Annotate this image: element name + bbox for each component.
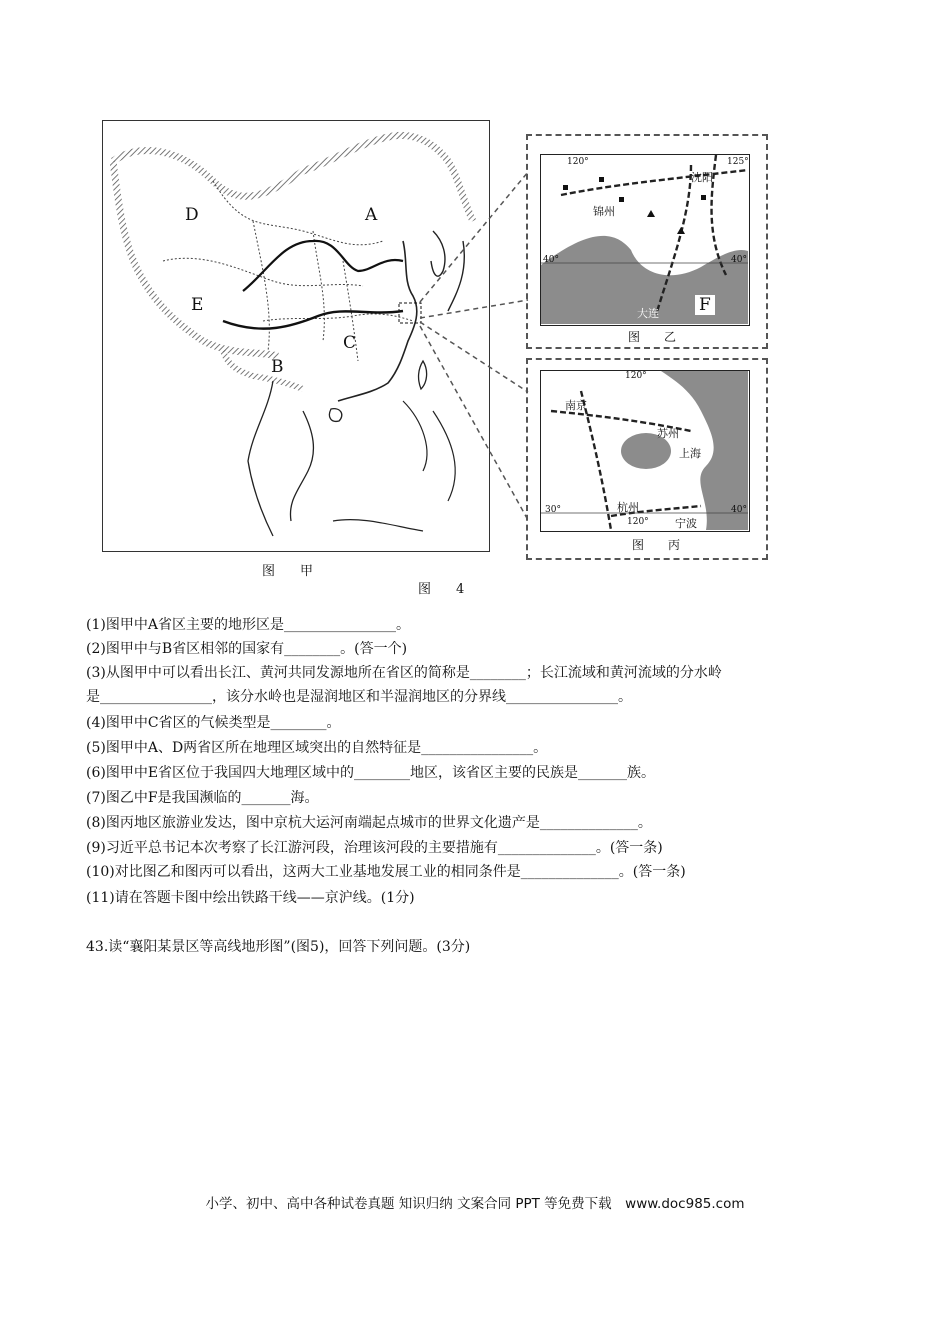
question-8: (8)图丙地区旅游业发达，图中京杭大运河南端起点城市的世界文化遗产是______________。: [86, 815, 652, 831]
city-nanjing: 南京: [565, 399, 587, 412]
inset-b-svg: [541, 155, 748, 324]
question-6: (6)图甲中E省区位于我国四大地理区域中的________地区，该省区主要的民族是_______族。: [86, 765, 656, 781]
city-ningbo: 宁波: [675, 517, 697, 530]
question-3-line1: (3)从图甲中可以看出长江、黄河共同发源地所在省区的简称是________；长江流域和黄河流域的分水岭: [86, 665, 722, 681]
inset-c-lat: 30°: [545, 505, 561, 515]
question-3-line2: 是________________，该分水岭也是湿润地区和半湿润地区的分界线________________。: [86, 689, 632, 705]
inset-b-lon-left: 120°: [567, 157, 589, 167]
question-2: (2)图甲中与B省区相邻的国家有________。(答一个): [86, 641, 408, 657]
question-4: (4)图甲中C省区的气候类型是________。: [86, 715, 341, 731]
question-10: (10)对比图乙和图丙可以看出，这两大工业基地发展工业的相同条件是______________。(答一条): [86, 864, 686, 880]
inset-b-lat-right: 40°: [731, 255, 747, 265]
inset-c-lon-top: 120°: [625, 371, 647, 381]
inset-c-svg: [541, 371, 748, 530]
label-a: A: [365, 205, 378, 225]
city-shanghai: 上海: [679, 447, 701, 460]
caption-inset-c: 图 丙: [632, 538, 687, 552]
inset-c-lon-bottom: 120°: [627, 517, 649, 527]
resource-marks-b: [563, 177, 706, 234]
city-jinzhou: 锦州: [593, 205, 615, 218]
leader-lines: [0, 0, 950, 600]
city-shenyang: 沈阳: [691, 171, 713, 184]
question-9: (9)习近平总书记本次考察了长江游河段，治理该河段的主要措施有______________。(答一条): [86, 840, 663, 856]
question-11: (11)请在答题卡图中绘出铁路干线——京沪线。(1分): [86, 890, 415, 906]
label-e: E: [191, 295, 204, 315]
label-c: C: [343, 333, 357, 353]
question-7: (7)图乙中F是我国濒临的_______海。: [86, 790, 319, 806]
city-hangzhou: 杭州: [617, 501, 639, 514]
question-1: (1)图甲中A省区主要的地形区是________________。: [86, 617, 410, 633]
map-inset-b: [540, 154, 750, 326]
map-inset-c: [540, 370, 750, 532]
city-dalian: 大连: [637, 307, 659, 320]
question-5: (5)图甲中A、D两省区所在地理区域突出的自然特征是________________。: [86, 740, 548, 756]
figure-label: 图 4: [418, 582, 471, 597]
label-d: D: [185, 205, 199, 225]
inset-c-lat-right: 40°: [731, 505, 747, 515]
footer-text: 小学、初中、高中各种试卷真题 知识归纳 文案合同 PPT 等免费下载 www.doc985.com: [205, 1196, 745, 1212]
inset-b-lon-right: 125°: [727, 157, 749, 167]
caption-inset-b: 图 乙: [628, 330, 683, 344]
city-suzhou: 苏州: [657, 427, 679, 440]
label-f: F: [695, 295, 715, 315]
inset-b-lat: 40°: [543, 255, 559, 265]
caption-main: 图 甲: [262, 564, 320, 579]
label-b: B: [271, 357, 284, 377]
question-43: 43.读“襄阳某景区等高线地形图”(图5)，回答下列问题。(3分): [86, 939, 471, 955]
